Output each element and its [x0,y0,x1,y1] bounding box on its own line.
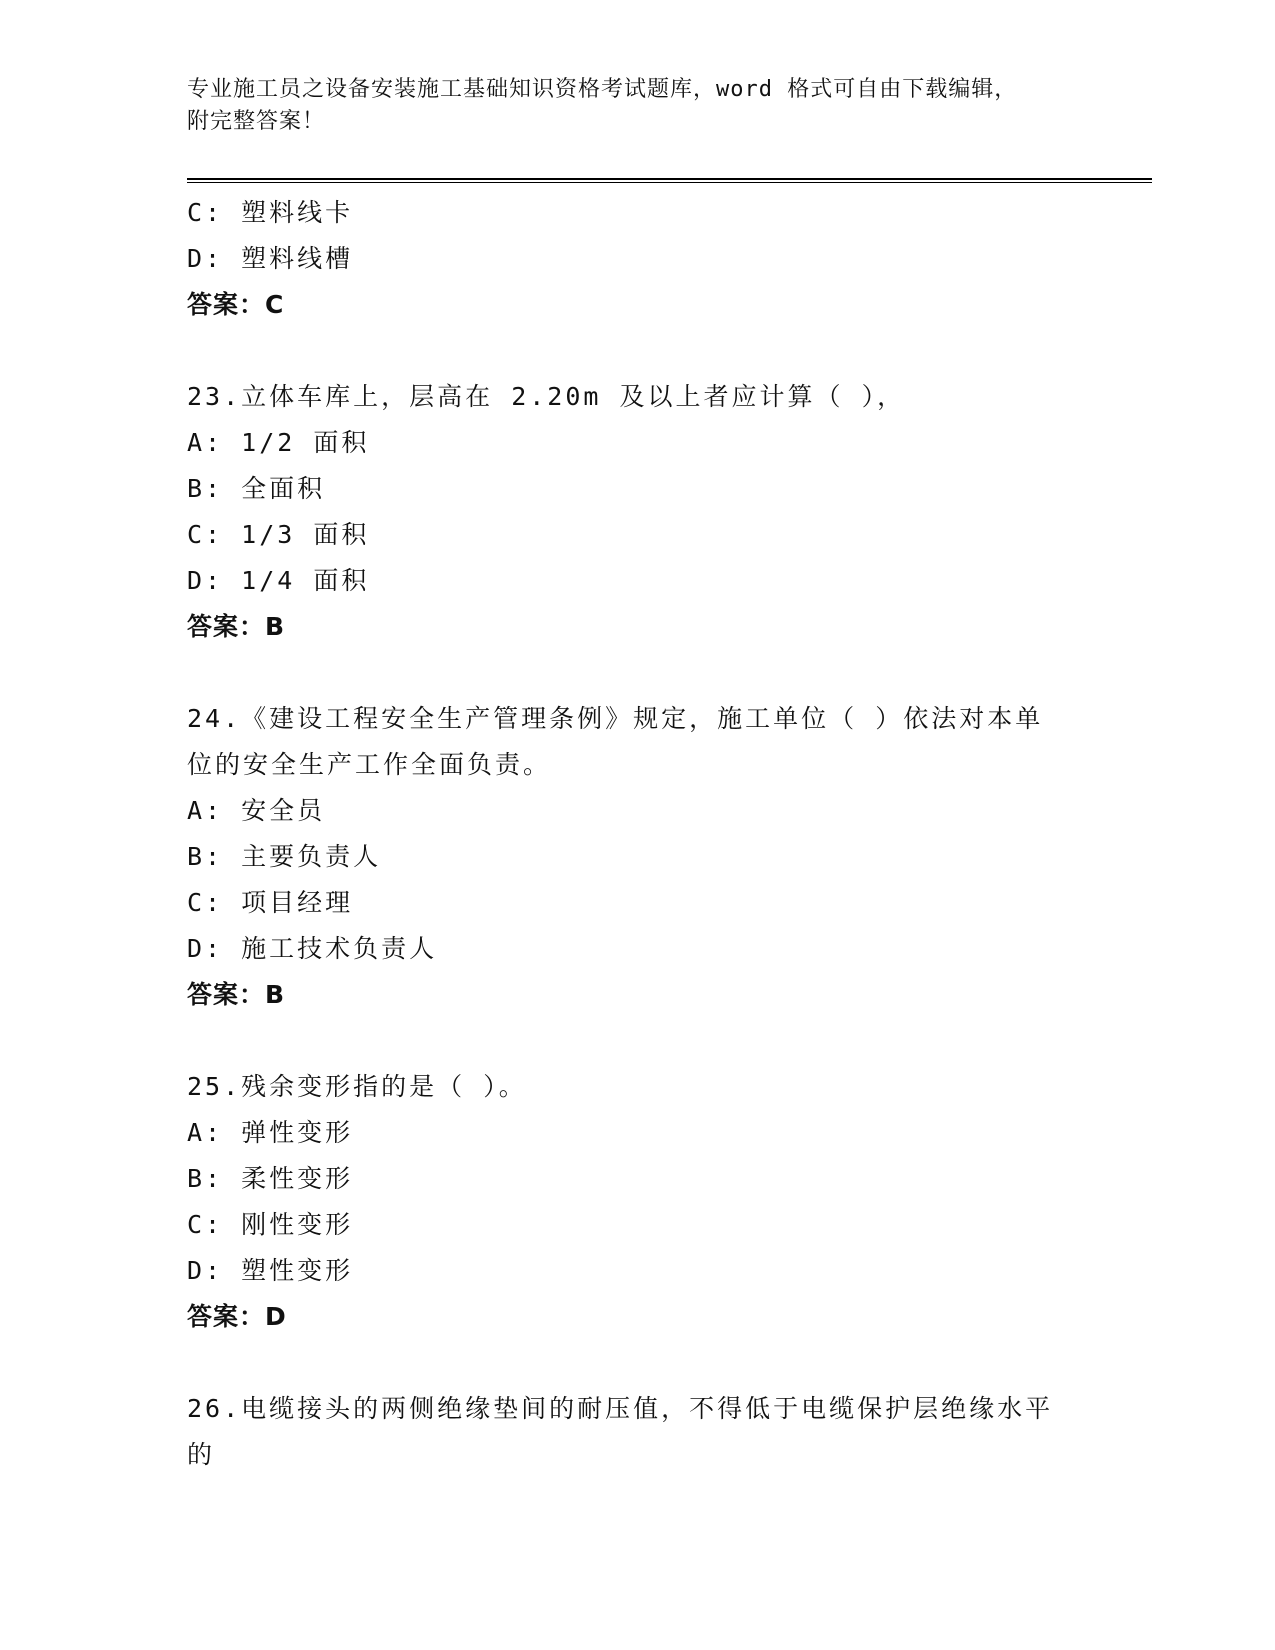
option-b: B: 全面积 [187,474,326,503]
question-text: 23.立体车库上，层高在 2.20m 及以上者应计算（ ）， [187,382,906,411]
option-c: C: 刚性变形 [187,1210,354,1239]
question-text: 24.《建设工程安全生产管理条例》规定，施工单位（ ）依法对本单 [187,704,1044,733]
option-d: D: 塑性变形 [187,1256,354,1285]
option-d: D: 1/4 面积 [187,566,370,595]
question-text-continued: 的 [187,1440,216,1469]
answer-line: 答案：B [187,980,286,1009]
option-b: B: 柔性变形 [187,1164,354,1193]
blank-gap [187,328,1087,374]
question-list [187,190,1087,1478]
option-a: A: 安全员 [187,796,326,825]
document-header [187,74,1067,138]
option-d: D: 施工技术负责人 [187,934,438,963]
answer-line: 答案：D [187,1302,287,1331]
question-text-continued: 位的安全生产工作全面负责。 [187,750,552,779]
question-26 [187,1386,1087,1478]
question-25 [187,1064,1087,1340]
question-text: 25.残余变形指的是（ ）。 [187,1072,527,1101]
question-24 [187,696,1087,1018]
question-text: 26.电缆接头的两侧绝缘垫间的耐压值，不得低于电缆保护层绝缘水平 [187,1394,1054,1423]
option-d: D: 塑料线槽 [187,244,354,273]
blank-gap [187,650,1087,696]
option-b: B: 主要负责人 [187,842,382,871]
option-c: C: 塑料线卡 [187,198,354,227]
blank-gap [187,1340,1087,1386]
header-divider [187,178,1152,183]
question-22-continuation [187,190,1087,328]
header-line-1: 专业施工员之设备安装施工基础知识资格考试题库，word 格式可自由下载编辑， [187,77,1018,102]
option-a: A: 弹性变形 [187,1118,354,1147]
question-23 [187,374,1087,650]
header-line-2: 附完整答案！ [187,109,326,134]
answer-line: 答案：C [187,290,285,319]
blank-gap [187,1018,1087,1064]
option-c: C: 项目经理 [187,888,354,917]
answer-line: 答案：B [187,612,286,641]
option-c: C: 1/3 面积 [187,520,370,549]
option-a: A: 1/2 面积 [187,428,370,457]
